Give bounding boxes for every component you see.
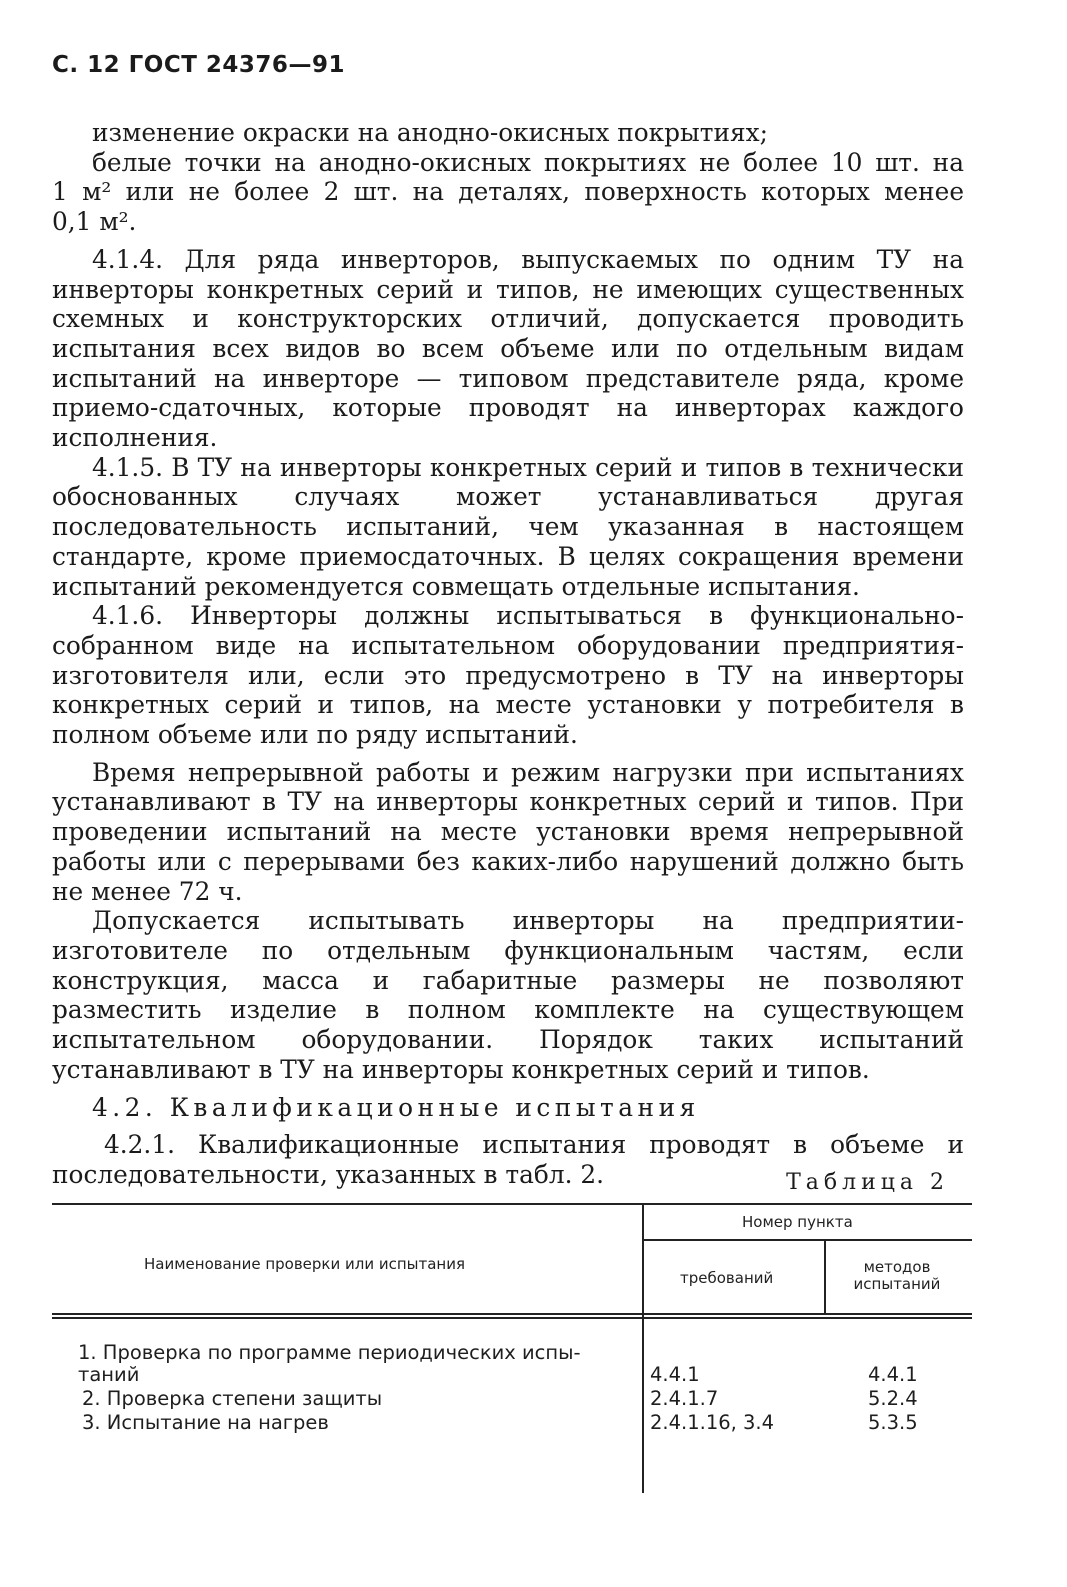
column-header-name: Наименование проверки или испытания (144, 1255, 466, 1273)
page-header: С. 12 ГОСТ 24376—91 (52, 52, 345, 78)
paragraph-white-dots-line2: 1 м² или не более 2 шт. на деталях, поверхность которых менее (52, 177, 964, 207)
table-row-2-methods: 5.2.4 (868, 1387, 918, 1410)
paragraph-color-change: изменение окраски на анодно-окисных покрытиях; (92, 118, 769, 147)
table-row-3-name: 3. Испытание на нагрев (82, 1411, 329, 1434)
column-header-group: Номер пункта (742, 1213, 853, 1231)
table-row-2-requirements: 2.4.1.7 (650, 1387, 719, 1410)
paragraph-white-dots-line1: белые точки на анодно-окисных покрытиях не более 10 шт. на (92, 147, 964, 177)
table-header-rule-2 (52, 1317, 972, 1319)
column-header-requirements: требований (680, 1269, 774, 1287)
table-caption: Таблица 2 (786, 1170, 949, 1195)
section-4-2-heading: 4.2. Квалификационные испытания (92, 1092, 700, 1122)
table-top-rule (52, 1203, 972, 1205)
column-header-methods: методов испытаний (853, 1258, 941, 1293)
table-row-1-requirements: 4.4.1 (650, 1363, 700, 1386)
table-2 (52, 1203, 972, 1493)
section-4-1-5: 4.1.5. В ТУ на инверторы конкретных серий и типов в технически обоснованных случаях может устанавливаться другая последовательность испытаний, чем указанная в настоящем стандарте, кроме приемосдаточных. В целях сокращения времени испытаний рекомендуется совмещать отдельные испытания. (52, 452, 964, 601)
table-row-3-methods: 5.3.5 (868, 1411, 918, 1434)
table-row-1-name-line2: таний (78, 1363, 140, 1386)
table-group-rule (642, 1239, 972, 1241)
table-divider-main (642, 1203, 644, 1493)
table-row-3-requirements: 2.4.1.16, 3.4 (650, 1411, 775, 1434)
section-4-1-4: 4.1.4. Для ряда инверторов, выпускаемых по одним ТУ на инверторы конкретных серий и типов, не имеющих существенных схемных и конструкторских отличий, допускается проводить испытания всех видов во всем объеме или по отдельным видам испытаний на инверторе — типовом представителе ряда, кроме приемо-сдаточных, которые проводят на инверторах каждого исполнения. (52, 244, 964, 453)
section-4-1-6: 4.1.6. Инверторы должны испытываться в функционально-собранном виде на испытательном оборудовании предприятия-изготовителя или, если это предусмотрено в ТУ на инверторы конкретных серий и типов, на месте установки у потребителя в полном объеме или по ряду испытаний. (52, 601, 964, 750)
table-row-1-methods: 4.4.1 (868, 1363, 918, 1386)
section-4-2-1: 4.2.1. Квалификационные испытания проводят в объеме и последовательности, указанных в табл. 2. (52, 1130, 964, 1189)
paragraph-white-dots-line3: 0,1 м². (52, 207, 137, 237)
table-divider-sub (824, 1239, 826, 1314)
paragraph-allowed-testing: Допускается испытывать инверторы на предприятии-изготовителе по отдельным функциональным частям, если конструкция, масса и габаритные размеры не позволяют разместить изделие в полном комплекте на существующем испытательном оборудовании. Порядок таких испытаний устанавливают в ТУ на инверторы конкретных серий и типов. (52, 906, 964, 1084)
document-body (52, 118, 964, 1190)
paragraph-continuous-operation: Время непрерывной работы и режим нагрузки при испытаниях устанавливают в ТУ на инверторы конкретных серий и типов. При проведении испытаний на месте установки время непрерывной работы или с перерывами без каких-либо нарушений должно быть не менее 72 ч. (52, 757, 964, 906)
table-row-2-name: 2. Проверка степени защиты (82, 1387, 383, 1410)
table-header-rule-1 (52, 1313, 972, 1315)
table-row-1-name-line1: 1. Проверка по программе периодических испы- (78, 1341, 581, 1364)
